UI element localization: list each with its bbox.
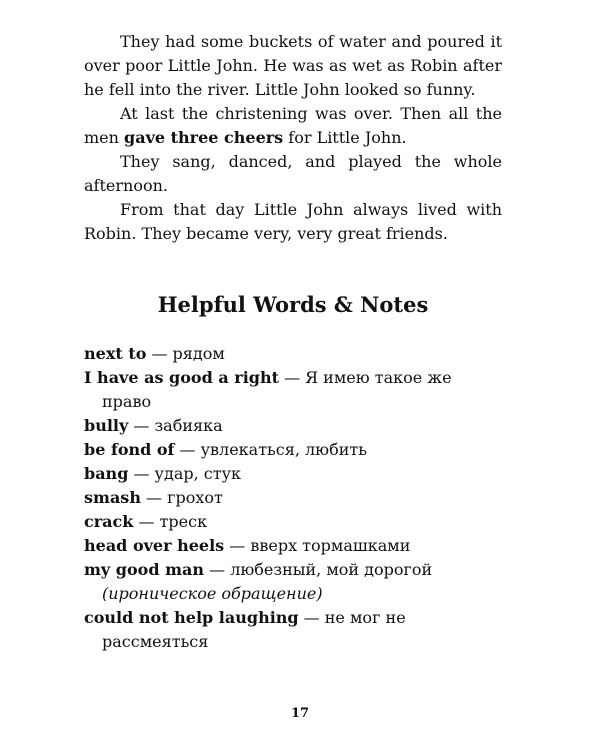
story-paragraph-4: From that day Little John always lived with Robin. They became very, very great friends. — [84, 200, 502, 243]
glossary-dash: — — [140, 488, 168, 507]
glossary-definition: удар, стук — [154, 464, 241, 483]
glossary-dash: — — [204, 560, 231, 579]
glossary-term: crack — [84, 512, 134, 531]
glossary-term: head over heels — [84, 536, 225, 555]
glossary-item — [84, 438, 502, 462]
glossary-definition: грохот — [167, 488, 223, 507]
glossary-dash: — — [174, 440, 201, 459]
glossary-dash: — — [298, 608, 325, 627]
page-body — [84, 30, 502, 654]
glossary-item — [84, 558, 502, 606]
glossary-item — [84, 534, 502, 558]
glossary-definition: треск — [159, 512, 208, 531]
glossary-dash: — — [133, 512, 160, 531]
glossary-item — [84, 606, 502, 654]
glossary-term: my good man — [84, 560, 205, 579]
glossary-definition: Я имею такое же право — [102, 368, 452, 411]
glossary-item — [84, 366, 502, 414]
glossary-definition: любезный, мой дорогой — [230, 560, 433, 579]
glossary-term: I have as good a right — [84, 368, 279, 387]
notes-heading: Helpful Words & Notes — [157, 292, 429, 317]
glossary-dash: — — [224, 536, 251, 555]
glossary-dash: — — [128, 464, 155, 483]
glossary-item — [84, 342, 502, 366]
story-paragraph-2-bold: gave three cheers — [124, 128, 284, 147]
glossary-term: next to — [84, 344, 147, 363]
story-paragraph-1: They had some buckets of water and poured it over poor Little John. He was as wet as Robin after he fell into the river. Little John looked so funny. — [84, 32, 502, 99]
glossary-term: be fond of — [84, 440, 175, 459]
glossary-term: bang — [84, 464, 129, 483]
glossary-term: bully — [84, 416, 129, 435]
glossary-definition: не мог не рассмеяться — [102, 608, 406, 651]
glossary-list — [84, 342, 502, 654]
glossary-definition: забияка — [154, 416, 223, 435]
glossary-dash: — — [128, 416, 155, 435]
story-paragraph-2-end: for Little John. — [283, 128, 407, 147]
glossary-item — [84, 414, 502, 438]
glossary-item — [84, 462, 502, 486]
story-paragraph-2-start: At last the christening was over. Then all the men — [84, 104, 502, 147]
glossary-dash: — — [146, 344, 173, 363]
glossary-definition: увлекаться, любить — [200, 440, 367, 459]
glossary-usage-note: (ироническое обращение) — [102, 584, 323, 603]
page-number: 17 — [290, 706, 310, 721]
glossary-term: could not help laughing — [84, 608, 299, 627]
story-paragraph-2 — [84, 102, 502, 150]
glossary-term: smash — [84, 488, 141, 507]
glossary-item — [84, 486, 502, 510]
glossary-dash: — — [279, 368, 306, 387]
glossary-definition: рядом — [172, 344, 225, 363]
glossary-item — [84, 510, 502, 534]
glossary-definition: вверх тормашками — [250, 536, 411, 555]
story-paragraph-3: They sang, danced, and played the whole afternoon. — [84, 152, 502, 195]
